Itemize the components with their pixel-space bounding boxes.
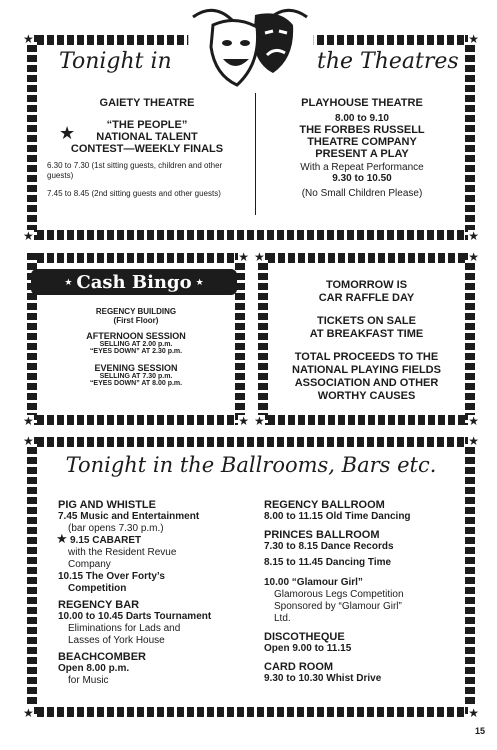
star-icon: ★: [468, 32, 479, 46]
gaiety-sitting: 6.30 to 7.30 (1st sitting guests, children and other guests): [47, 161, 223, 180]
afternoon-selling: SELLING AT 2.00 p.m.: [99, 341, 173, 348]
evening-eyes-down: “EYES DOWN” AT 8.00 p.m.: [89, 380, 183, 387]
venue-line: 8.15 to 11.45 Dancing Time: [264, 557, 392, 568]
ballrooms-panel: [23, 434, 479, 720]
gaiety-column: [47, 97, 247, 199]
gaiety-show-line: NATIONAL TALENT: [96, 131, 198, 143]
theatres-title-right: the Theatres: [317, 49, 459, 74]
bingo-venue: REGENCY BUILDING: [95, 307, 177, 316]
gaiety-sitting: 7.45 to 8.45 (2nd sitting guests and other guests): [47, 189, 221, 198]
raffle-line: NATIONAL PLAYING FIELDS: [292, 364, 441, 376]
playhouse-line: PRESENT A PLAY: [315, 148, 409, 160]
raffle-line: WORTHY CAUSES: [317, 390, 416, 402]
venue-line: 7.30 to 8.15 Dance Records: [264, 541, 394, 552]
playhouse-column: [267, 97, 457, 199]
venue-line: Ltd.: [274, 613, 291, 624]
venue-heading: BEACHCOMBER: [58, 651, 146, 663]
star-icon: ★: [468, 434, 479, 448]
playhouse-time: 9.30 to 10.50: [332, 173, 392, 184]
playhouse-heading: PLAYHOUSE THEATRE: [301, 97, 423, 109]
border-bottom: [27, 415, 245, 425]
bingo-details: [41, 307, 231, 387]
border-bottom: [27, 230, 475, 240]
border-top: [27, 253, 245, 263]
venue-line: with the Resident Revue: [68, 547, 177, 558]
raffle-panel: [254, 250, 479, 428]
gaiety-heading: GAIETY THEATRE: [99, 97, 195, 109]
venue-line: Glamorous Legs Competition: [274, 589, 404, 600]
raffle-line: ASSOCIATION AND OTHER: [294, 377, 439, 389]
border-left: [27, 35, 37, 240]
venue-heading: DISCOTHEQUE: [264, 631, 345, 643]
playhouse-repeat: With a Repeat Performance: [300, 162, 424, 173]
star-icon: ★: [468, 414, 479, 428]
star-icon: ★: [468, 706, 479, 720]
bingo-panel: [23, 250, 249, 428]
star-icon: ★: [59, 123, 76, 143]
star-icon: ★: [468, 229, 479, 243]
venue-line: 8.00 to 11.15 Old Time Dancing: [264, 511, 411, 522]
playhouse-line: THEATRE COMPANY: [307, 136, 417, 148]
venue-line: Open 8.00 p.m.: [58, 663, 130, 674]
star-icon: ★: [23, 434, 34, 448]
theatres-divider: [255, 93, 256, 215]
venue-heading: REGENCY BAR: [58, 599, 140, 611]
border-bottom: [258, 415, 475, 425]
evening-session-heading: EVENING SESSION: [94, 363, 178, 373]
border-right: [465, 253, 475, 425]
bingo-title-banner: [31, 269, 237, 295]
raffle-line: TOTAL PROCEEDS TO THE: [294, 351, 439, 363]
star-icon: ★: [64, 276, 73, 287]
venue-line: Company: [68, 559, 111, 570]
bingo-title: Cash Bingo: [76, 271, 192, 293]
venue-line: 10.00 “Glamour Girl”: [264, 577, 363, 588]
star-icon: ★: [23, 32, 34, 46]
page-number: 15: [474, 726, 485, 736]
star-icon: ★: [238, 414, 249, 428]
playhouse-note: (No Small Children Please): [301, 188, 423, 199]
venue-line: Competition: [68, 583, 127, 594]
afternoon-eyes-down: “EYES DOWN” AT 2.30 p.m.: [89, 348, 183, 355]
afternoon-session-heading: AFTERNOON SESSION: [86, 331, 186, 341]
star-icon: ★: [195, 276, 204, 287]
gaiety-show-line: CONTEST—WEEKLY FINALS: [70, 143, 224, 155]
border-right: [465, 437, 475, 717]
raffle-text: [270, 279, 463, 403]
border-bottom: [27, 707, 475, 717]
raffle-line: CAR RAFFLE DAY: [318, 292, 415, 304]
venue-heading: CARD ROOM: [264, 661, 334, 673]
theatres-panel: [23, 32, 479, 243]
venue-heading: PIG AND WHISTLE: [58, 499, 156, 511]
raffle-line: TICKETS ON SALE: [316, 315, 416, 327]
playhouse-time: 8.00 to 9.10: [335, 113, 389, 124]
venue-line: 9.30 to 10.30 Whist Drive: [264, 673, 382, 684]
border-left: [27, 437, 37, 717]
venue-line: (bar opens 7.30 p.m.): [68, 523, 164, 534]
star-icon: ★: [23, 706, 34, 720]
border-left: [258, 253, 268, 425]
star-icon: ★: [254, 414, 265, 428]
border-top: [258, 253, 475, 263]
border-top: [27, 437, 475, 447]
venue-line: for Music: [68, 675, 109, 686]
venue-line: 9.15 CABARET: [70, 535, 142, 546]
star-icon: ★: [254, 250, 265, 264]
gaiety-show-title: “THE PEOPLE”: [106, 119, 188, 131]
ballrooms-left-column: [58, 499, 258, 687]
venue-heading: PRINCES BALLROOM: [264, 529, 380, 541]
venue-line: Eliminations for Lads and: [68, 623, 181, 634]
theatre-masks-icon: [175, 3, 325, 93]
star-icon: ★: [56, 531, 68, 546]
venue-line: 7.45 Music and Entertainment: [58, 511, 200, 522]
star-icon: ★: [23, 414, 34, 428]
raffle-line: TOMORROW IS: [325, 279, 408, 291]
ballrooms-right-column: [264, 499, 464, 685]
playhouse-line: THE FORBES RUSSELL: [299, 124, 425, 136]
venue-heading: REGENCY BALLROOM: [264, 499, 385, 511]
ballrooms-title: Tonight in the Ballrooms, Bars etc.: [65, 453, 437, 477]
star-icon: ★: [238, 250, 249, 264]
raffle-line: AT BREAKFAST TIME: [309, 328, 424, 340]
venue-line: Open 9.00 to 11.15: [264, 643, 352, 654]
star-icon: ★: [23, 229, 34, 243]
theatres-title-left: Tonight in: [59, 49, 172, 74]
star-icon: ★: [468, 250, 479, 264]
evening-selling: SELLING AT 7.30 p.m.: [99, 373, 173, 380]
venue-line: 10.00 to 10.45 Darts Tournament: [58, 611, 212, 622]
venue-line: Lasses of York House: [68, 635, 165, 646]
venue-line: 10.15 The Over Forty’s: [58, 571, 165, 582]
bingo-venue-floor: (First Floor): [113, 316, 159, 325]
border-right: [465, 35, 475, 240]
venue-line: Sponsored by “Glamour Girl”: [274, 601, 402, 612]
